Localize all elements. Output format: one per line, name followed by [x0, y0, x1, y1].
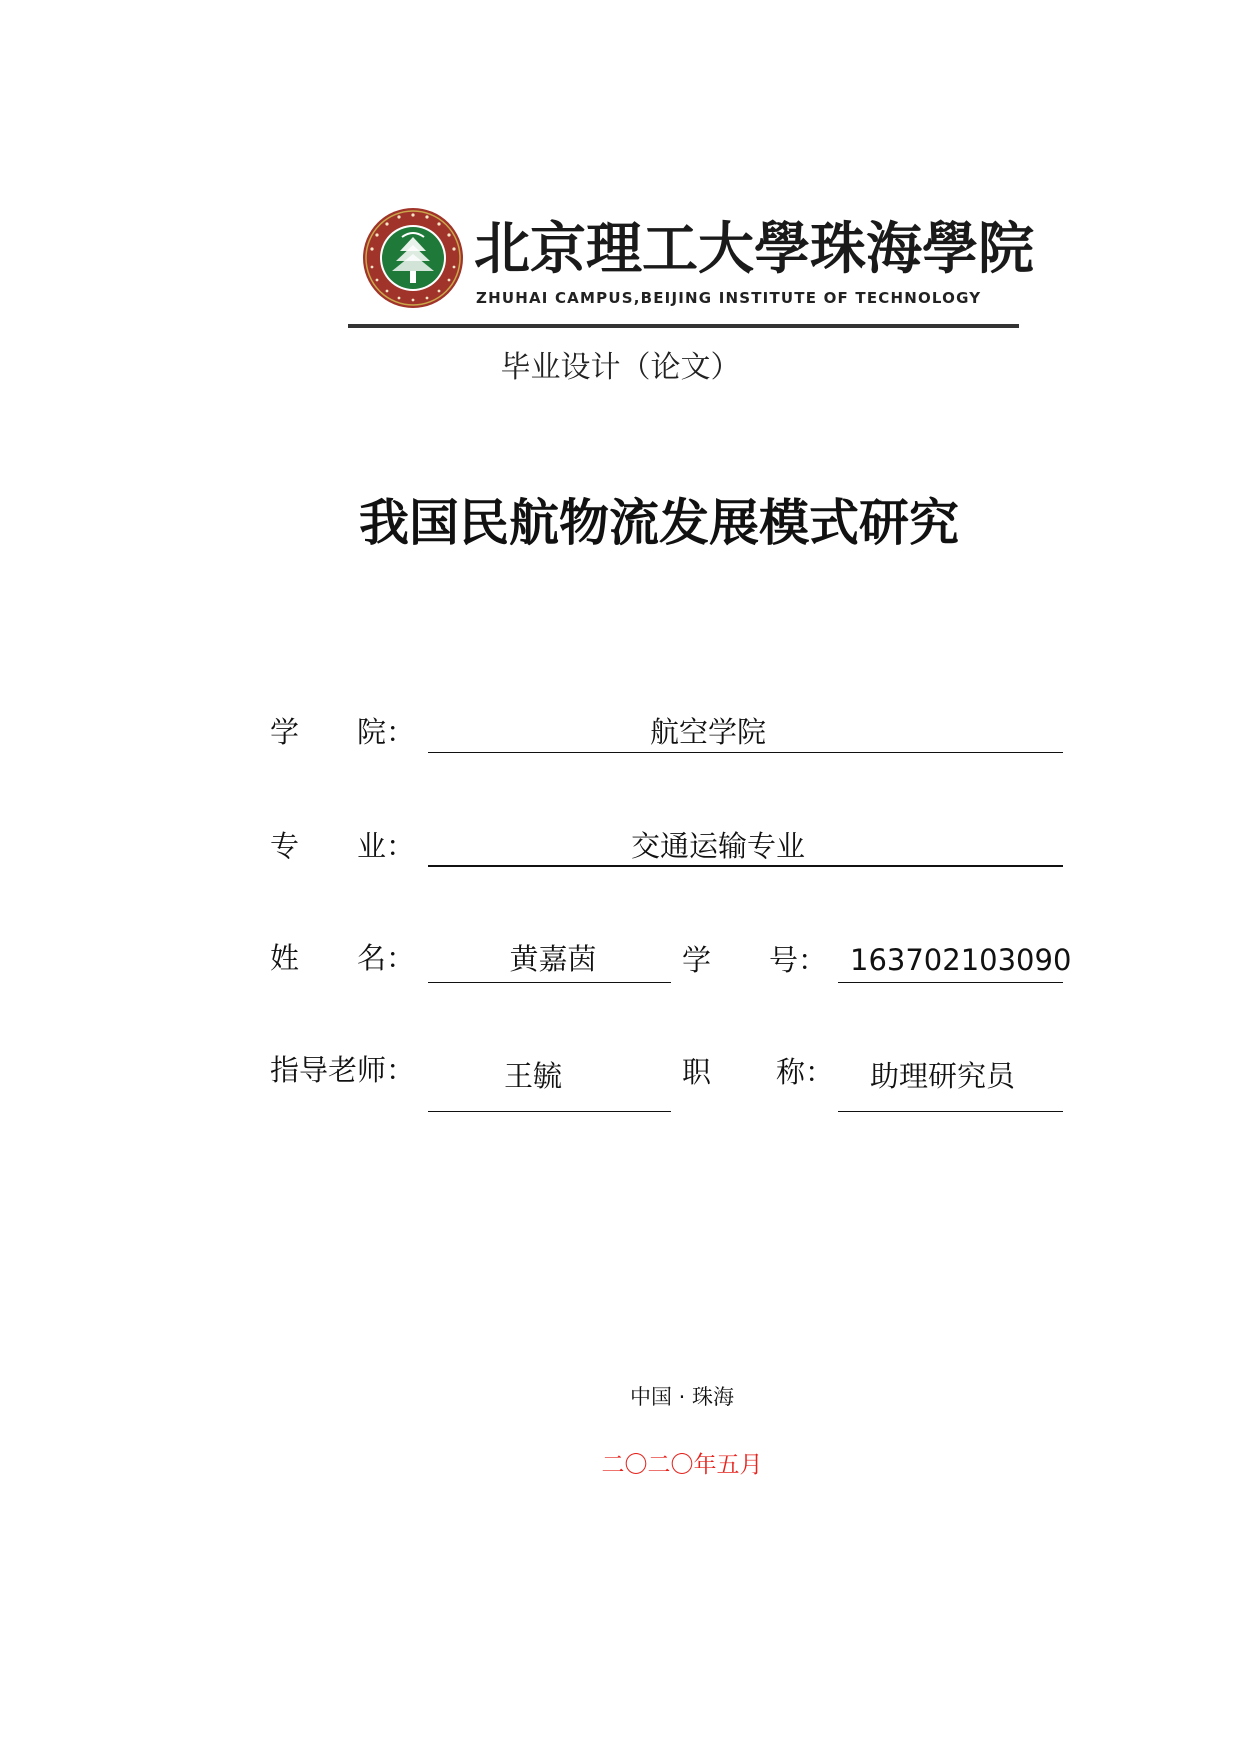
college-value: 航空学院 — [649, 715, 766, 749]
header-divider — [348, 324, 1019, 328]
name-value: 黄嘉茵 — [509, 942, 597, 976]
advisor-label: 指导老师： — [270, 1053, 416, 1087]
student-id-underline — [838, 982, 1063, 983]
advisor-title-label-a: 职 — [682, 1055, 712, 1089]
footer-date: 二〇二〇年五月 — [601, 1452, 763, 1478]
college-label: 学 院： — [270, 715, 416, 749]
school-name-en: ZHUHAI CAMPUS,BEIJING INSTITUTE OF TECHNOLOGY — [476, 289, 982, 307]
advisor-title-label-b: 称： — [776, 1055, 835, 1089]
school-name-cn: 北京理工大學珠海學院 — [474, 216, 1034, 282]
document-type: 毕业设计（论文） — [500, 350, 741, 385]
major-label: 专 业： — [270, 829, 416, 863]
advisor-underline — [428, 1111, 671, 1112]
college-underline — [428, 752, 1063, 753]
student-id-value: 163702103090 — [850, 943, 1072, 977]
seal-emblem-icon — [362, 207, 464, 309]
footer-place: 中国 · 珠海 — [629, 1385, 735, 1409]
student-id-label: 学 号： — [682, 943, 828, 977]
major-value: 交通运输专业 — [630, 829, 805, 863]
advisor-title-value: 助理研究员 — [870, 1059, 1016, 1093]
advisor-value: 王毓 — [503, 1059, 562, 1093]
major-underline — [428, 865, 1063, 867]
school-seal-logo — [362, 207, 464, 309]
name-underline — [428, 982, 671, 983]
advisor-title-underline — [838, 1111, 1063, 1112]
name-label: 姓 名： — [270, 941, 416, 975]
thesis-title: 我国民航物流发展模式研究 — [359, 494, 959, 552]
